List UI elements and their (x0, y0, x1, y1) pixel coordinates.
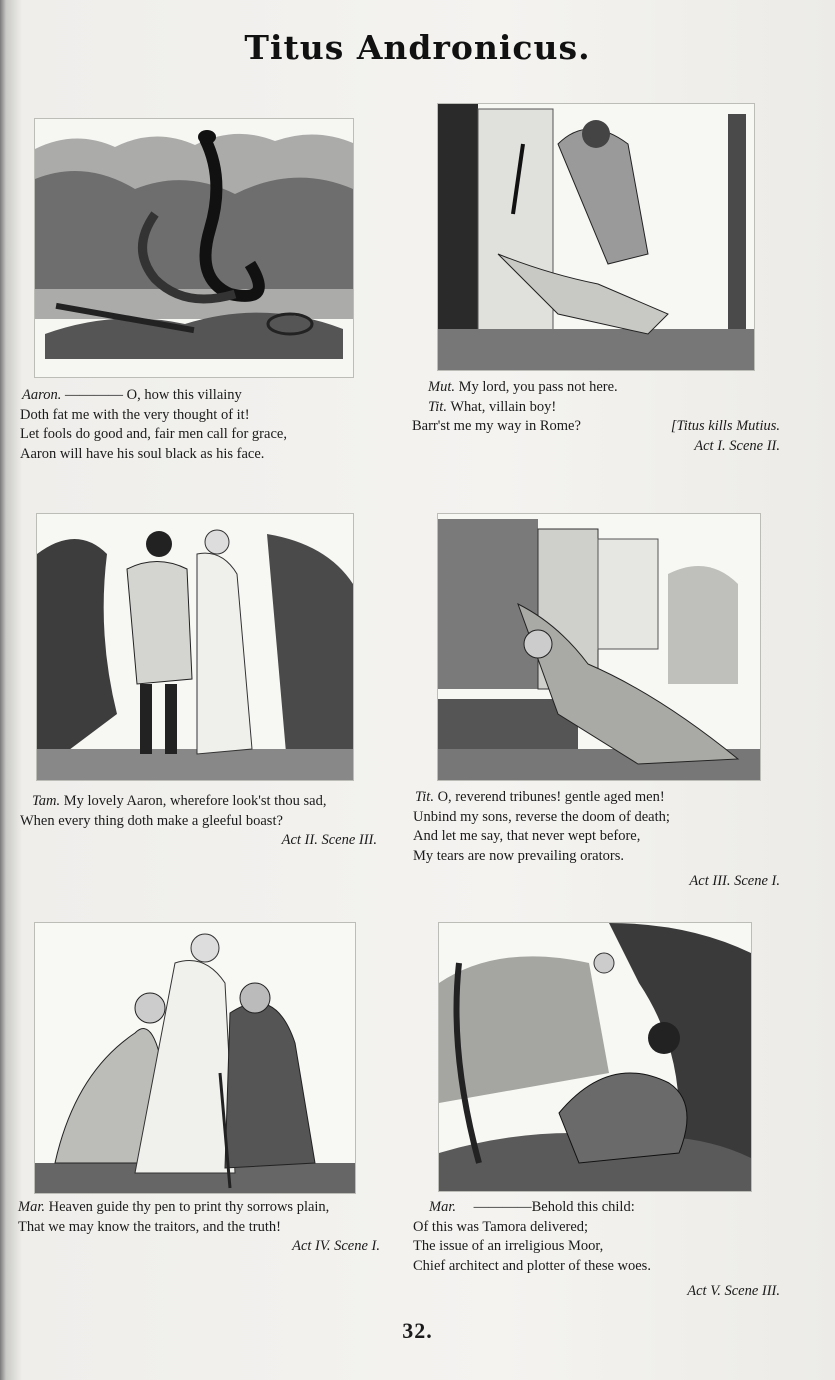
speaker: Mar. (18, 1199, 45, 1215)
caption-lavinia (18, 1198, 380, 1257)
act-ref: Act II. (281, 832, 318, 848)
speaker: Mar. (429, 1199, 456, 1215)
caption-line: Aaron will have his soul black as his face. (20, 445, 265, 462)
scene-ref: Scene I. (334, 1238, 380, 1254)
engraving-lavinia (34, 922, 356, 1194)
engraving-titus-pleading (437, 513, 761, 781)
caption-line: Chief architect and plotter of these woes. (413, 1257, 651, 1274)
caption-line: Barr'st me my way in Rome? (412, 418, 581, 434)
caption-line: What, villain boy! (450, 398, 557, 415)
stage-direction: [Titus kills Mutius. (670, 418, 780, 434)
caption-line: Heaven guide thy pen to print thy sorrows plain, (48, 1199, 330, 1215)
caption-line: Of this was Tamora delivered; (413, 1218, 589, 1235)
caption-line: ————Behold this child: (473, 1199, 635, 1215)
caption-line: ———— O, how this villainy (64, 387, 242, 403)
caption-line: My lovely Aaron, wherefore look'st thou sad, (63, 793, 327, 809)
caption-tamora (20, 792, 377, 851)
scene-ref: Scene III. (321, 832, 377, 848)
caption-line: When every thing doth make a gleeful boast? (20, 812, 283, 829)
caption-line: O, reverend tribunes! gentle aged men! (437, 789, 665, 805)
act-ref: Act IV. (292, 1238, 331, 1254)
speaker: Aaron. (22, 387, 62, 403)
caption-aaron (20, 386, 287, 464)
scene-ref: Scene III. (724, 1283, 780, 1299)
page-title: Titus Andronicus. (244, 28, 591, 67)
caption-line: That we may know the traitors, and the truth! (18, 1218, 281, 1235)
engraving-titus-kills-mutius (437, 103, 755, 371)
caption-line: The issue of an irreligious Moor, (413, 1238, 604, 1254)
caption-line: Unbind my sons, reverse the doom of death; (413, 808, 670, 825)
scene-ref: Scene II. (729, 437, 780, 454)
scene-ref: Scene I. (734, 873, 780, 889)
caption-mutius (412, 378, 780, 456)
act-ref: Act III. (689, 873, 731, 889)
caption-line: Doth fat me with the very thought of it! (20, 406, 250, 423)
engraving-aaron-tamora (36, 513, 354, 781)
engraving-serpents (34, 118, 354, 378)
caption-line: Let fools do good and, fair men call for grace, (20, 426, 287, 442)
page-number: 32. (402, 1318, 433, 1343)
caption-line: My tears are now prevailing orators. (413, 847, 624, 864)
act-ref: Act V. (687, 1283, 721, 1299)
speaker: Mut. (428, 379, 455, 395)
speaker: Tam. (32, 793, 61, 809)
act-ref: Act I. (694, 437, 726, 454)
caption-line: And let me say, that never wept before, (413, 828, 641, 844)
caption-line: My lord, you pass not here. (458, 379, 618, 395)
caption-aaron-child (413, 1198, 780, 1302)
speaker: Tit. (415, 789, 434, 805)
speaker: Tit. (428, 398, 447, 415)
caption-tribunes (413, 788, 780, 892)
engraving-aaron-child (438, 922, 752, 1192)
